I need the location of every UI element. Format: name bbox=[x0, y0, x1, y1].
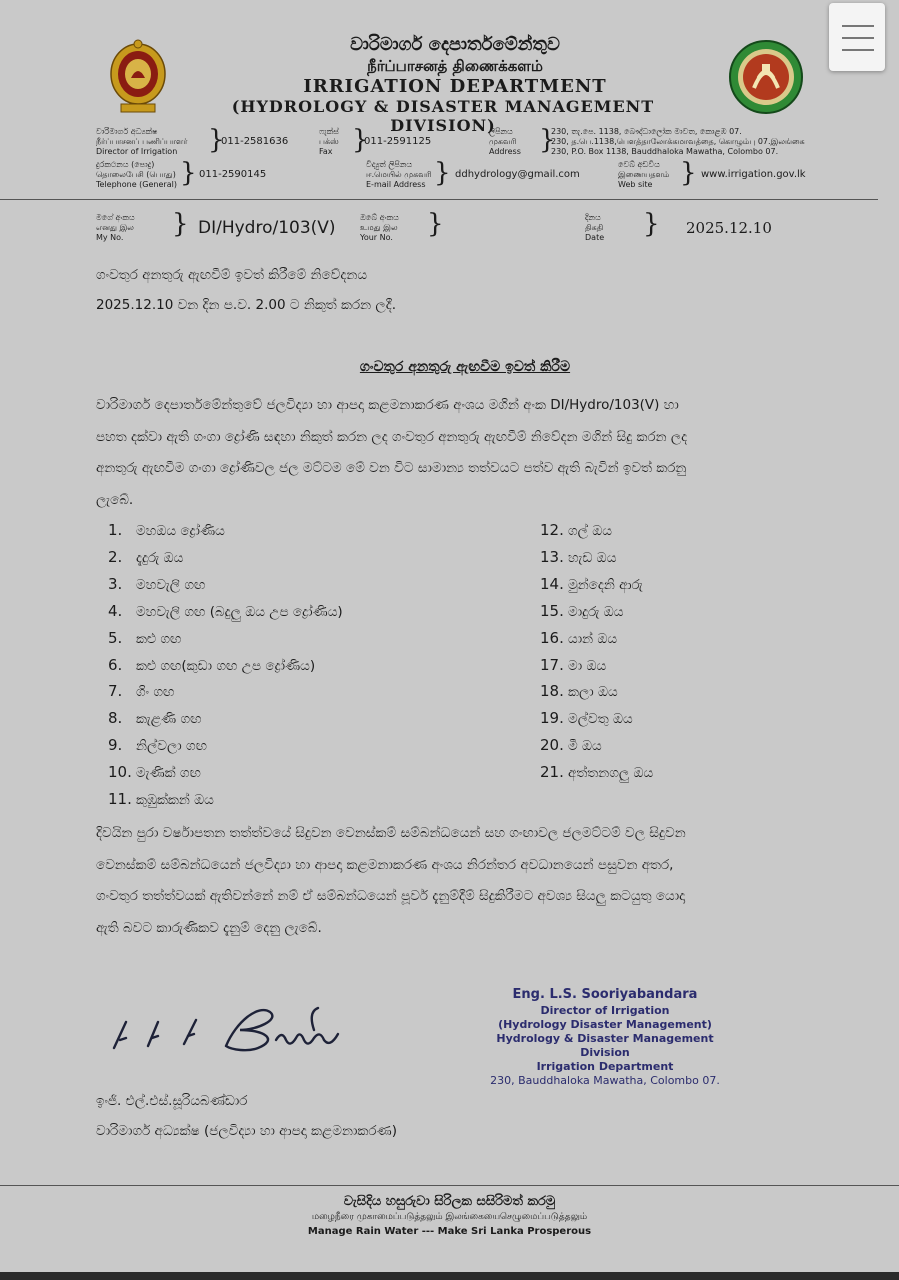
notice-title: ගංවතුර අනතුරු ඇඟවීම ඉවත් කිරීම bbox=[359, 359, 571, 375]
state-emblem-icon bbox=[107, 38, 169, 116]
letter-date: 2025.12.10 bbox=[686, 219, 772, 237]
my-no-label: මගේ අංකය எனது இல My No. bbox=[96, 213, 135, 242]
list-item: 4. මහවැලි ගඟ (බදුලු ඔය උප ද්‍රෝණිය) bbox=[108, 601, 343, 620]
email-address: ddhydrology@gmail.com bbox=[455, 169, 580, 180]
list-item: 17. මා ඔය bbox=[540, 655, 607, 674]
river-basin-list-right bbox=[540, 518, 653, 787]
paragraph-line: ගංවතුර තත්ත්වයක් ඇතිවන්නේ නම් ඒ සම්බන්ධයෙන් පූර්ව දැනුම්දීම් සිදුකිරීමට අවශ්‍ය සියලු කටයුතු යොදා bbox=[96, 888, 686, 904]
river-basin-list-left bbox=[108, 518, 343, 814]
brace: } bbox=[434, 158, 451, 188]
hamburger-line bbox=[842, 37, 874, 39]
director-phone: 011-2581636 bbox=[221, 136, 289, 147]
fax-number: 011-2591125 bbox=[364, 136, 432, 147]
signatory-name: ඉංජි. එල්.එස්.සූරියබණ්ඩාර bbox=[96, 1093, 248, 1109]
list-item: 5. කළු ගඟ bbox=[108, 628, 182, 647]
paragraph-line: ලැබේ. bbox=[96, 491, 134, 508]
list-item: 2. දැදුරු ඔය bbox=[108, 547, 184, 566]
list-item: 1. මහඔය ද්‍රෝණිය bbox=[108, 521, 225, 539]
department-name-english: IRRIGATION DEPARTMENT bbox=[303, 76, 607, 97]
paragraph-line: අනතුරු ඇඟවීම ගංගා ද්‍රෝණිවල ජල මට්ටම මේ වන විට සාමාන්‍ය තත්වයට පත්ව ඇති බැවින් ඉවත් කරනු bbox=[96, 460, 687, 476]
my-reference-number: DI/Hydro/103(V) bbox=[198, 218, 336, 238]
brace: } bbox=[352, 125, 369, 155]
brace: } bbox=[539, 125, 556, 155]
list-item: 12. ගල් ඔය bbox=[540, 521, 612, 539]
your-no-label: ඔබේ අංකය உமது இல Your No. bbox=[360, 213, 399, 242]
footer-divider bbox=[0, 1185, 899, 1186]
stamp-line: 230, Bauddhaloka Mawatha, Colombo 07. bbox=[490, 1074, 720, 1087]
brace: } bbox=[208, 125, 225, 155]
issue-time-line: 2025.12.10 වන දින ප.ව. 2.00 ට නිකුත් කරන ලදී. bbox=[96, 297, 396, 313]
fax-label: ෆැක්ස් பக்ஸ் Fax bbox=[319, 127, 339, 156]
paragraph-line: පහත දක්වා ඇති ගංගා ද්‍රෝණි සඳහා නිකුත් කරන ලද ගංවතුර අනතුරු ඇඟවීම් නිවේදන මගින් සිදු කරන ලද bbox=[96, 428, 688, 445]
notice-heading: ගංවතුර අනතුරු ඇඟවීම් ඉවත් කිරීමේ නිවේදනය bbox=[96, 267, 368, 283]
menu-button[interactable] bbox=[829, 3, 885, 71]
division-name: (HYDROLOGY & DISASTER MANAGEMENT DIVISION) bbox=[231, 97, 655, 135]
list-item: 11. කුඹුක්කන් ඔය bbox=[108, 790, 214, 809]
footer-slogan-sinhala: වැසිදිය හසුරුවා සිරිලක සසිරිමත් කරමු bbox=[343, 1194, 556, 1209]
hamburger-line bbox=[842, 25, 874, 27]
brace: } bbox=[427, 209, 444, 239]
paragraph-line: වාරිමාර්ග දෙපාර්තමේන්තුවේ ජලවිද්‍යා හා ආපදා කළමනාකරණ අංශය මගින් අංක DI/Hydro/103(V) හා bbox=[96, 397, 679, 413]
email-label: විද්‍යුත් ලිපිනය ஈ.மெயில் முகவரி E-mail Address bbox=[366, 160, 432, 189]
paragraph-2 bbox=[96, 818, 834, 944]
list-item: 19. මල්වතු ඔය bbox=[540, 709, 633, 728]
department-name-sinhala: වාරිමාර්ග දෙපාර්තමේන්තුව bbox=[350, 34, 560, 55]
list-item: 16. යාන් ඔය bbox=[540, 628, 618, 647]
paragraph-line: වෙනස්කම් සම්බන්ධයෙන් ජලවිද්‍යා හා ආපදා කළමනාකරණ අංශය නිරන්තර අවධානයෙන් පසුවන අතර, bbox=[96, 856, 674, 873]
stamp-name: Eng. L.S. Sooriyabandara bbox=[512, 987, 698, 1002]
handwritten-signature bbox=[108, 1000, 368, 1060]
brace: } bbox=[643, 209, 660, 239]
list-item: 18. කලා ඔය bbox=[540, 682, 618, 701]
address-value: 230, තැ.පෙ. 1138, බෞද්ධාලෝක මාවත, කොළඹ 07. 230, த.பெ.1138,பௌத்தாலோக்கமாவத்தை, கொழும்பு 07.இலங்கை 230, P.O. Box 1138, Bauddhaloka Mawatha, Colombo 07. bbox=[551, 127, 805, 156]
list-item: 7. ගිං ගඟ bbox=[108, 682, 175, 701]
header-divider bbox=[0, 199, 878, 200]
brace: } bbox=[180, 158, 197, 188]
telephone-number: 011-2590145 bbox=[199, 169, 267, 180]
list-item: 6. කළු ගඟ(කුඩා ගඟ උප ද්‍රෝණිය) bbox=[108, 655, 316, 674]
list-item: 20. මී ඔය bbox=[540, 736, 602, 755]
official-stamp bbox=[470, 986, 740, 1088]
date-label: දිනය திகதி Date bbox=[585, 213, 605, 242]
list-item: 13. හැඩ ඔය bbox=[540, 547, 617, 566]
list-item: 8. කැළණි ගඟ bbox=[108, 709, 202, 728]
stamp-line: Hydrology & Disaster Management Division bbox=[496, 1032, 714, 1059]
brace: } bbox=[680, 158, 697, 188]
list-item: 9. නිල්වලා ගඟ bbox=[108, 736, 208, 755]
brace: } bbox=[172, 209, 189, 239]
stamp-line: Director of Irrigation bbox=[540, 1004, 670, 1017]
footer-slogan-english: Manage Rain Water --- Make Sri Lanka Prosperous bbox=[307, 1226, 592, 1237]
paragraph-line: ඇති බවට කාරුණිකව දැනුම් දෙනු ලැබේ. bbox=[96, 919, 322, 936]
paragraph-line: දිවයින පුරා වර්ෂාපතන තත්ත්වයේ සිදුවන වෙනස්කම් සම්බන්ධයෙන් සහ ගංඟාවල ජලමට්ටම් වල සිදුවන bbox=[96, 825, 686, 841]
address-label: ලිපිනය முகவரி Address bbox=[489, 127, 521, 156]
website-label: වෙබ් අඩවිය இணையதளம் Web site bbox=[618, 160, 670, 189]
telephone-label: දුරකථනය (පොදු) தொலைபேசி (பொது) Telephone (General) bbox=[96, 160, 177, 189]
list-item: 10. මැණික් ගඟ bbox=[108, 763, 201, 782]
list-item: 14. මුන්දෙනි ආරු bbox=[540, 574, 643, 593]
list-item: 3. මහවැලි ගඟ bbox=[108, 574, 206, 593]
irrigation-department-logo-icon bbox=[728, 38, 804, 116]
list-item: 15. මාදුරු ඔය bbox=[540, 601, 624, 620]
director-label: වාරිමාර්ග අධ්‍යක්ෂ நீர்ப்பாசனப் பணிப்பாளர் Director of Irrigation bbox=[96, 127, 188, 156]
department-name-tamil: நீர்ப்பாசனத் திணைக்களம் bbox=[367, 57, 543, 75]
signatory-title: වාරිමාර්ග අධ්‍යක්ෂ (ජලවිද්‍යා හා ආපදා කළමනාකරණ) bbox=[96, 1123, 397, 1139]
bottom-bar bbox=[0, 1272, 899, 1280]
list-item: 21. අත්තනගලු ඔය bbox=[540, 763, 654, 782]
stamp-line: (Hydrology Disaster Management) bbox=[498, 1018, 712, 1031]
hamburger-line bbox=[842, 49, 874, 51]
website-url: www.irrigation.gov.lk bbox=[701, 169, 806, 180]
stamp-line: Irrigation Department bbox=[536, 1060, 674, 1073]
paragraph-1 bbox=[96, 390, 834, 516]
footer-slogan-tamil: மழைநீரை முகாமைப்படுத்தலும் இலங்கையைசெழுமைப்படுத்தலும் bbox=[311, 1212, 588, 1222]
